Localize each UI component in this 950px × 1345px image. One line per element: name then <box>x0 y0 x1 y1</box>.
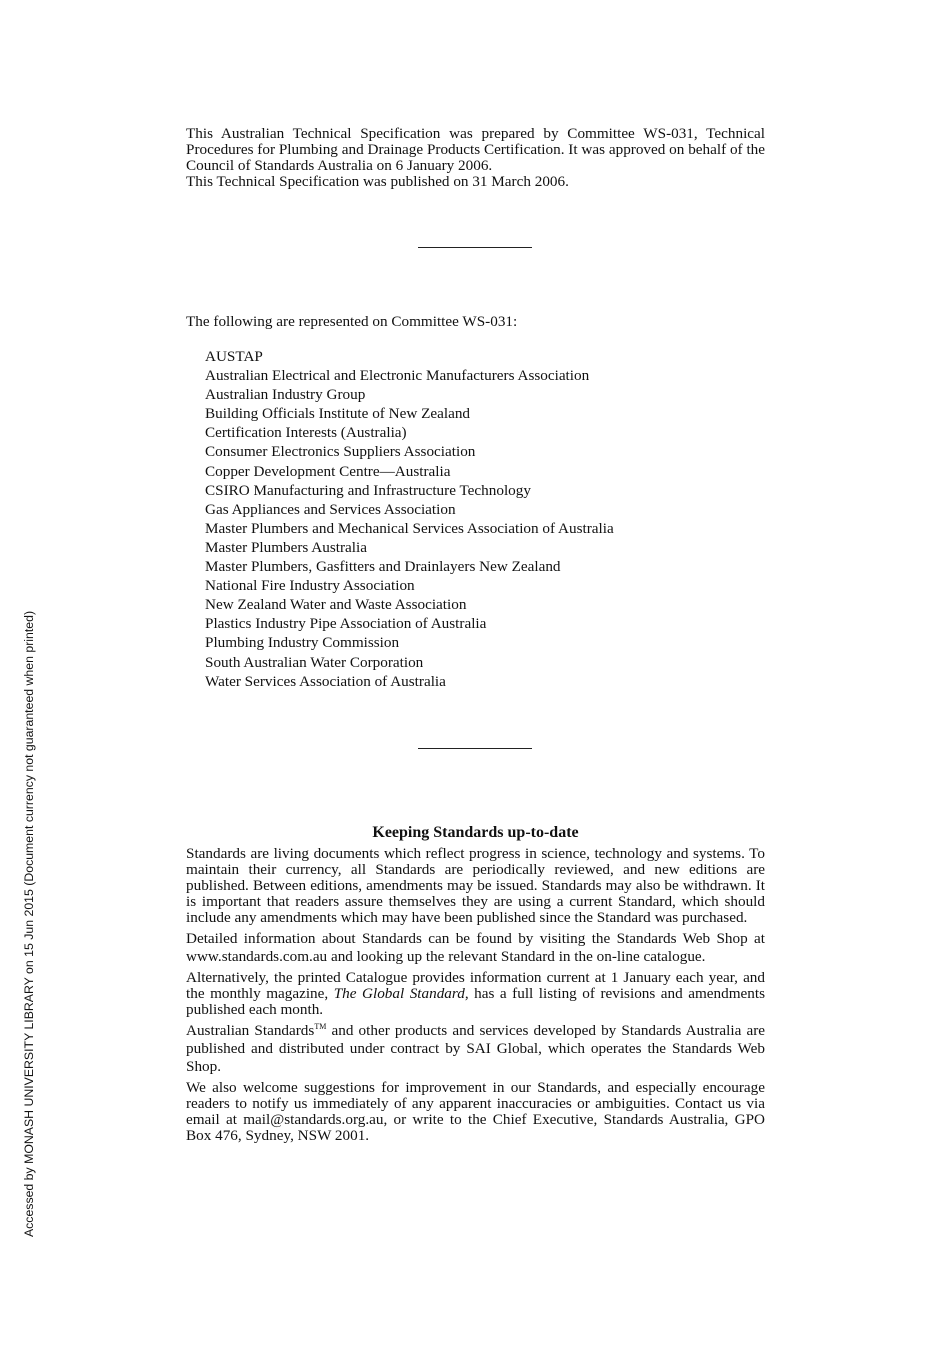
keeping-standards-title: Keeping Standards up-to-date <box>372 824 579 841</box>
committee-member: AUSTAP <box>205 348 263 365</box>
committee-heading: The following are represented on Committee WS-031: <box>186 313 518 330</box>
keeping-paragraph-3: Alternatively, the printed Catalogue provides information current at 1 January each year, and the monthly magazine, The Global Standard, has a full listing of revisions and amendments published each month. <box>186 969 766 1018</box>
committee-member: South Australian Water Corporation <box>205 653 424 671</box>
committee-member: Australian Industry Group <box>205 386 366 404</box>
committee-member: Plastics Industry Pipe Association of Australia <box>205 615 487 633</box>
committee-member: New Zealand Water and Waste Association <box>205 596 467 614</box>
section-divider <box>418 247 532 248</box>
committee-member: Australian Electrical and Electronic Manufacturers Association <box>205 367 590 385</box>
committee-member: Plumbing Industry Commission <box>205 634 400 652</box>
publication-date-line: This Technical Specification was published on 31 March 2006. <box>186 173 569 190</box>
committee-member: Certification Interests (Australia) <box>205 424 407 442</box>
access-watermark-note: Accessed by MONASH UNIVERSITY LIBRARY on 15 Jun 2015 (Document currency not guaranteed when printed) <box>22 610 36 1238</box>
committee-member: CSIRO Manufacturing and Infrastructure Technology <box>205 481 531 499</box>
keeping-paragraph-2: Detailed information about Standards can be found by visiting the Standards Web Shop at www.standards.com.au and looking up the relevant Standard in the on-line catalogue. <box>186 930 765 965</box>
committee-member: Master Plumbers, Gasfitters and Drainlayers New Zealand <box>205 558 561 576</box>
committee-member: Building Officials Institute of New Zealand <box>205 405 471 423</box>
committee-member: National Fire Industry Association <box>205 577 415 595</box>
committee-member: Master Plumbers and Mechanical Services Association of Australia <box>205 519 614 537</box>
committee-members-list <box>205 347 614 691</box>
section-divider <box>418 748 532 749</box>
committee-member: Copper Development Centre—Australia <box>205 462 451 480</box>
keeping-standards-section <box>186 846 765 1148</box>
magazine-title: The Global Standard <box>333 985 465 1002</box>
keeping-paragraph-4: Australian Standards™ and other products and services developed by Standards Australia are published and distributed under contract by SAI Global, which operates the Standards Web Shop. <box>186 1021 765 1075</box>
preparation-notice <box>186 126 765 190</box>
keeping-paragraph-5: We also welcome suggestions for improvement in our Standards, and especially encourage readers to notify us immediately of any apparent inaccuracies or ambiguities. Contact us via email at mail@standards.org.au, or write to the Chief Executive, Standards Australia, GPO Box 476, Sydney, NSW 2001. <box>186 1079 765 1144</box>
keeping-paragraph-1: Standards are living documents which reflect progress in science, technology and systems. To maintain their currency, all Standards are periodically reviewed, and new editions are published. Between editions, amendments may be issued. Standards may also be withdrawn. It is important that readers assure themselves they are using a current Standard, which should include any amendments which may have been published since the Standard was purchased. <box>186 845 765 926</box>
trademark-mark: TM <box>314 1021 327 1031</box>
committee-member: Gas Appliances and Services Association <box>205 500 456 518</box>
committee-member: Consumer Electronics Suppliers Association <box>205 443 476 461</box>
committee-member: Water Services Association of Australia <box>205 672 446 690</box>
committee-member: Master Plumbers Australia <box>205 538 367 556</box>
preparation-paragraph: This Australian Technical Specification was prepared by Committee WS-031, Technical Procedures for Plumbing and Drainage Products Certification. It was approved on behalf of the Council of Standards Australia on 6 January 2006. <box>186 125 765 174</box>
